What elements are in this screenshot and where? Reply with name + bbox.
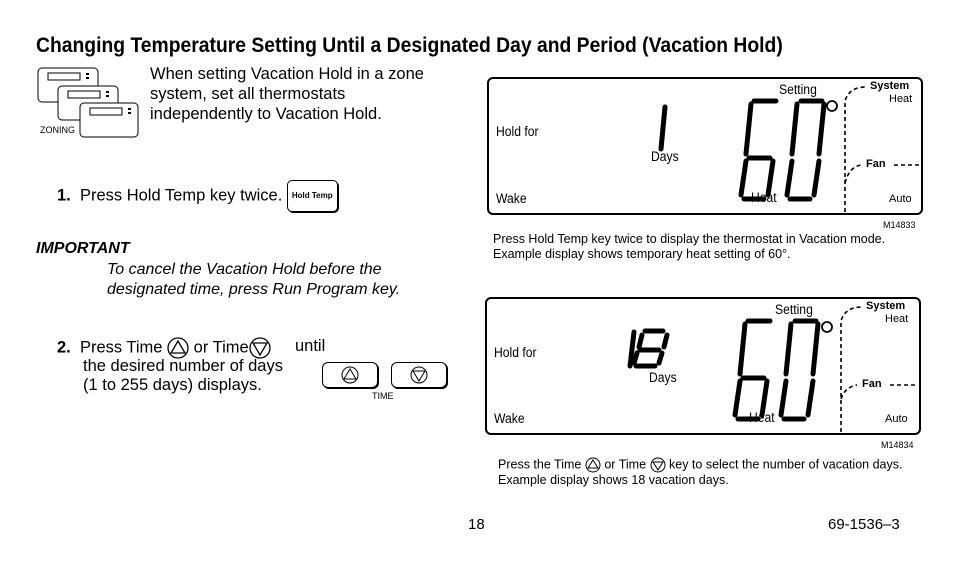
caption-time-down-icon bbox=[650, 457, 666, 473]
intro-text: When setting Vacation Hold in a zone system, set all thermostats independently to Vacation Hold. bbox=[150, 65, 424, 123]
display-2-temp-digits bbox=[735, 321, 818, 419]
display-2-caption-b: or Time bbox=[604, 457, 647, 472]
display-2-setting-label: Setting bbox=[775, 302, 813, 317]
display-2-wake-label: Wake bbox=[494, 411, 525, 426]
document-number: 69-1536–3 bbox=[828, 516, 900, 533]
step-1-number: 1. bbox=[57, 186, 71, 205]
display-1-fan-label: Fan bbox=[866, 158, 886, 170]
display-1-degree-icon bbox=[827, 101, 837, 111]
page-number: 18 bbox=[468, 516, 485, 533]
display-1-hold-for-label: Hold for bbox=[496, 124, 539, 139]
important-heading: IMPORTANT bbox=[36, 240, 130, 257]
step-2-text-a: Press Time bbox=[79, 338, 163, 357]
display-1-temp-digits bbox=[741, 101, 824, 199]
step-1-text: Press Hold Temp key twice. bbox=[79, 186, 283, 205]
display-2-figure-id: M14834 bbox=[881, 440, 914, 450]
display-2-system-label: System bbox=[866, 300, 906, 312]
step-2-continuation: until the desired number of days (1 to 255 days) displays. bbox=[83, 337, 326, 394]
display-2-fan-dash bbox=[841, 385, 857, 399]
caption-time-up-icon bbox=[585, 457, 601, 473]
display-2-segments bbox=[487, 299, 919, 433]
step-1 bbox=[57, 180, 338, 212]
display-1-heat-label: Heat bbox=[751, 190, 777, 205]
time-down-key-icon bbox=[410, 366, 428, 384]
thermostat-display-1 bbox=[487, 77, 923, 215]
time-down-key[interactable] bbox=[391, 362, 447, 388]
display-2-days-digits bbox=[630, 331, 667, 366]
display-1-fan-dash bbox=[845, 165, 861, 183]
display-2-auto-label: Auto bbox=[885, 413, 908, 425]
thermostat-display-2 bbox=[485, 297, 921, 435]
display-2-days-label: Days bbox=[649, 370, 677, 385]
display-2-caption-c: key to select the number of vacation days. Example display shows 18 vacation days. bbox=[498, 457, 903, 487]
display-1-segments bbox=[489, 79, 921, 213]
display-2-hold-for-label: Hold for bbox=[494, 345, 537, 360]
display-1-days-digit bbox=[661, 107, 665, 149]
display-1-heat-mode: Heat bbox=[889, 93, 913, 105]
display-1-system-label: System bbox=[870, 80, 910, 92]
display-2-heat-label: Heat bbox=[749, 410, 775, 425]
time-up-key-icon bbox=[341, 366, 359, 384]
time-key-label: TIME bbox=[372, 391, 394, 401]
display-1-auto-label: Auto bbox=[889, 193, 912, 205]
zoning-label: ZONING bbox=[40, 125, 75, 135]
display-1-setting-label: Setting bbox=[779, 82, 817, 97]
display-1-caption: Press Hold Temp key twice to display the thermostat in Vacation mode. Example display shows temporary heat setting of 60°. bbox=[493, 232, 886, 261]
display-2-heat-mode: Heat bbox=[885, 313, 909, 325]
step-2-text-b: or Time bbox=[193, 338, 249, 357]
display-1-system-dash bbox=[845, 87, 866, 212]
display-1-wake-label: Wake bbox=[496, 191, 527, 206]
display-2-caption bbox=[498, 457, 918, 488]
step-2-number: 2. bbox=[57, 338, 71, 357]
important-text: To cancel the Vacation Hold before the designated time, press Run Program key. bbox=[107, 261, 401, 298]
time-up-key[interactable] bbox=[322, 362, 378, 388]
display-2-system-dash bbox=[841, 307, 862, 432]
page-title: Changing Temperature Setting Until a Designated Day and Period (Vacation Hold) bbox=[36, 34, 783, 57]
display-2-caption-a: Press the Time bbox=[498, 457, 582, 472]
display-1-days-label: Days bbox=[651, 149, 679, 164]
hold-temp-key[interactable]: Hold Temp bbox=[287, 180, 338, 212]
display-1-figure-id: M14833 bbox=[883, 220, 916, 230]
display-2-fan-label: Fan bbox=[862, 378, 882, 390]
display-2-degree-icon bbox=[822, 322, 832, 332]
